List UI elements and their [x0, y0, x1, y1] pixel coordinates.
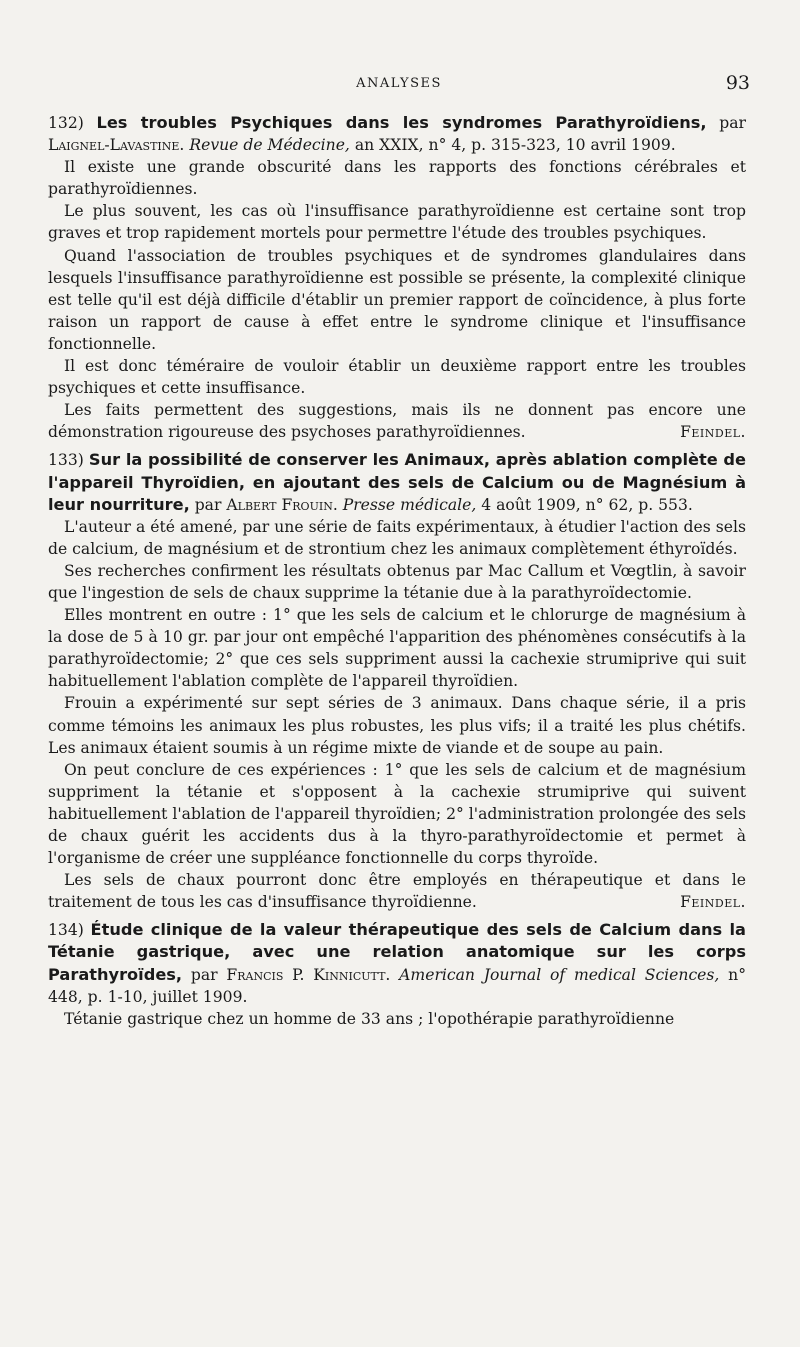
- entry-title: Sur la possibilité de conserver les Animaux, après ablation complète de l'appareil Thyroïdien, en ajoutant des sels de Calcium ou de Magnésium à leur nourriture,: [48, 450, 746, 514]
- paragraph: Frouin a expérimenté sur sept séries de 3 animaux. Dans chaque série, il a pris comme témoins les animaux les plus robustes, les plus vifs; il a traité les plus chétifs. Les animaux étaient soumis à un régime mixte de viande et de soupe au pain.: [48, 694, 746, 757]
- paragraph: Les sels de chaux pourront donc être employés en thérapeutique et dans le traitement de tous les cas d'insuffisance thyroïdienne.: [48, 871, 746, 912]
- citation-details: 4 août 1909, n° 62, p. 553.: [476, 495, 693, 514]
- entry-author: Laignel-Lavastine.: [48, 136, 185, 155]
- entry-author: Francis P. Kinnicutt.: [226, 965, 391, 984]
- paragraph-with-signature: [48, 869, 746, 913]
- paragraph: Les faits permettent des suggestions, mais ils ne donnent pas encore une démonstration rigoureuse des psychoses parathyroïdiennes.: [48, 401, 746, 442]
- citation-prefix: par: [706, 114, 746, 132]
- entry-journal: Revue de Médecine,: [184, 136, 350, 155]
- signature: Feindel.: [680, 423, 746, 442]
- paragraph: Ses recherches confirment les résultats obtenus par Mac Callum et Vœgtlin, à savoir que l'ingestion de sels de chaux supprime la tétanie due à la parathyroïdectomie.: [48, 561, 746, 602]
- page-number: 93: [725, 72, 750, 94]
- entry-number: 134): [48, 921, 84, 940]
- citation-prefix: par: [189, 495, 227, 514]
- entry-heading: [48, 449, 746, 515]
- entry-paragraphs: [48, 1008, 746, 1030]
- entry-number: 133): [48, 451, 84, 470]
- paragraph-with-signature: [48, 399, 746, 443]
- citation-prefix: par: [182, 965, 227, 984]
- paragraph: Le plus souvent, les cas où l'insuffisance parathyroïdienne est certaine sont trop graves et trop rapidement mortels pour permettre l'étude des troubles psychiques.: [48, 202, 746, 243]
- running-title: ANALYSES: [356, 76, 442, 91]
- entry-number: 132): [48, 114, 84, 132]
- entry-journal: Presse médicale,: [337, 495, 477, 514]
- entry-journal: American Journal of medical Sciences,: [390, 965, 720, 984]
- abstract-entry-134: [48, 919, 746, 1029]
- paragraph: On peut conclure de ces expériences : 1° que les sels de calcium et de magnésium suppriment la tétanie et s'opposent à la cachexie strumiprive qui suivent habituellement l'ablation de l'appareil thyroïdien; 2° l'administration prolongée des sels de chaux guérit les accidents dus à la thyro-parathyroïdectomie et permet à l'organisme de créer une suppléance fonctionnelle du corps thyroïde.: [48, 760, 746, 868]
- paragraph: Quand l'association de troubles psychiques et de syndromes glandulaires dans lesquels l'insuffisance parathyroïdienne est possible se présente, la complexité clinique est telle qu'il est déjà difficile d'établir un premier rapport de coïncidence, à plus forte raison un rapport de cause à effet entre le syndrome clinique et l'insuffisance fonctionnelle.: [48, 246, 746, 353]
- citation-details: an XXIX, n° 4, p. 315-323, 10 avril 1909.: [349, 136, 676, 155]
- entry-author: Albert Frouin.: [226, 495, 338, 514]
- signature: Feindel.: [680, 893, 746, 912]
- entry-title: Les troubles Psychiques dans les syndromes Parathyroïdiens,: [96, 113, 707, 132]
- paragraph: Il existe une grande obscurité dans les rapports des fonctions cérébrales et parathyroïdiennes.: [48, 158, 746, 199]
- entry-heading: [48, 112, 746, 156]
- article-body: [48, 106, 746, 1030]
- entry-title: Étude clinique de la valeur thérapeutique des sels de Calcium dans la Tétanie gastrique, avec une relation anatomique sur les corps Parathyroïdes,: [48, 920, 746, 984]
- entry-paragraphs: [48, 516, 746, 914]
- entry-heading: [48, 919, 746, 1007]
- paragraph: Elles montrent en outre : 1° que les sels de calcium et le chlorurge de magnésium à la dose de 5 à 10 gr. par jour ont empêché l'apparition des phénomènes consécutifs à la parathyroïdectomie; 2° que ces sels suppriment aussi la cachexie strumiprive qui suit habituellement l'ablation complète de l'appareil thyroïdien.: [48, 606, 746, 691]
- paragraph: L'auteur a été amené, par une série de faits expérimentaux, à étudier l'action des sels de calcium, de magnésium et de strontium chez les animaux complètement éthyroïdés.: [48, 517, 746, 558]
- abstract-entry-133: [48, 449, 746, 913]
- entry-paragraphs: [48, 156, 746, 443]
- paragraph: Tétanie gastrique chez un homme de 33 ans ; l'opothérapie parathyroïdienne: [64, 1009, 675, 1028]
- running-head: [48, 72, 750, 96]
- paragraph: Il est donc téméraire de vouloir établir un deuxième rapport entre les troubles psychiques et cette insuffisance.: [48, 357, 746, 398]
- abstract-entry-132: [48, 112, 746, 443]
- citation-details: n° 448, p. 1-10, juillet 1909.: [48, 965, 746, 1006]
